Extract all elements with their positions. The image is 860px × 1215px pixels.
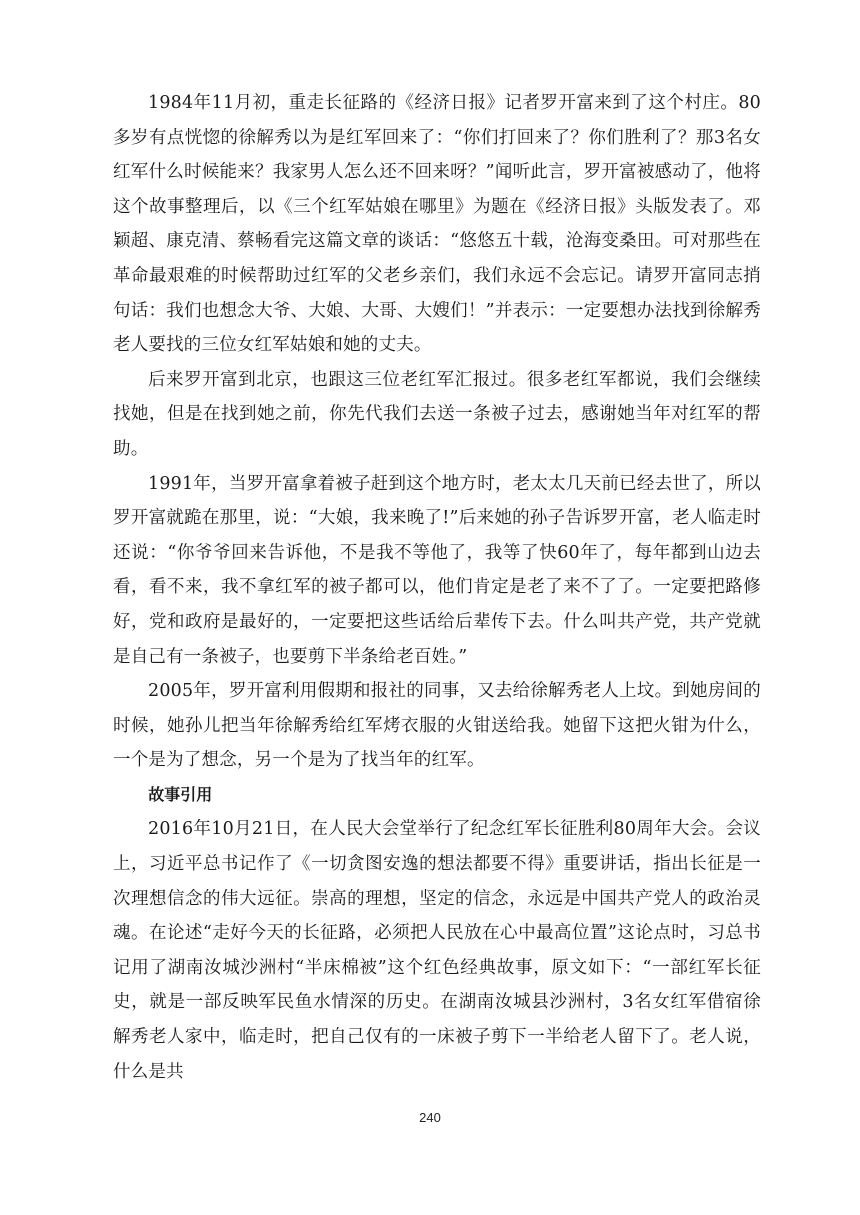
paragraph-citation: 2016年10月21日，在人民大会堂举行了纪念红军长征胜利80周年大会。会议上，习近平总书记作了《一切贪图安逸的想法都要不得》重要讲话，指出长征是一次理想信念的伟大远征。崇高的理想，坚定的信念，永远是中国共产党人的政治灵魂。在论述“走好今天的长征路，必须把人民放在心中最高位置”这论点时，习总书记用了湖南汝城沙洲村“半床棉被”这个红色经典故事，原文如下：“一部红军长征史，就是一部反映军民鱼水情深的历史。在湖南汝城县沙洲村，3名女红军借宿徐解秀老人家中，临走时，把自己仅有的一床被子剪下一半给老人留下了。老人说，什么是共	[113, 819, 761, 1082]
page-number: 240	[419, 1110, 441, 1125]
paragraph-1984-visit: 1984年11月初，重走长征路的《经济日报》记者罗开富来到了这个村庄。80多岁有点恍惚的徐解秀以为是红军回来了：“你们打回来了？你们胜利了？那3名女红军什么时候能来？我家男人怎么还不回来呀？”闻听此言，罗开富被感动了，他将这个故事整理后，以《三个红军姑娘在哪里》为题在《经济日报》头版发表了。邓颖超、康克清、蔡畅看完这篇文章的谈话：“悠悠五十载，沧海变桑田。可对那些在革命最艰难的时候帮助过红军的父老乡亲们，我们永远不会忘记。请罗开富同志捎句话：我们也想念大爷、大娘、大哥、大嫂们！”并表示：一定要想办法找到徐解秀老人要找的三位女红军姑娘和她的丈夫。	[113, 93, 761, 356]
section-heading: 故事引用	[148, 784, 213, 804]
paragraph-1991-quilt: 1991年，当罗开富拿着被子赶到这个地方时，老太太几天前已经去世了，所以罗开富就跪在那里，说：“大娘，我来晚了!”后来她的孙子告诉罗开富，老人临走时还说：“你爷爷回来告诉他，不是我不等他了，我等了快60年了，每年都到山边去看，看不来，我不拿红军的被子都可以，他们肯定是老了来不了了。一定要把路修好，党和政府是最好的，一定要把这些话给后辈传下去。什么叫共产党，共产党就是自己有一条被子，也要剪下半条给老百姓。”	[113, 473, 761, 667]
paragraph-2005-tongs: 2005年，罗开富利用假期和报社的同事，又去给徐解秀老人上坟。到她房间的时候，她孙儿把当年徐解秀给红军烤衣服的火钳送给我。她留下这把火钳为什么，一个是为了想念，另一个是为了找当年的红军。	[113, 681, 761, 771]
paragraph-beijing-report: 后来罗开富到北京，也跟这三位老红军汇报过。很多老红军都说，我们会继续找她，但是在找到她之前，你先代我们去送一条被子过去，感谢她当年对红军的帮助。	[113, 369, 761, 459]
page-body	[113, 86, 761, 1089]
